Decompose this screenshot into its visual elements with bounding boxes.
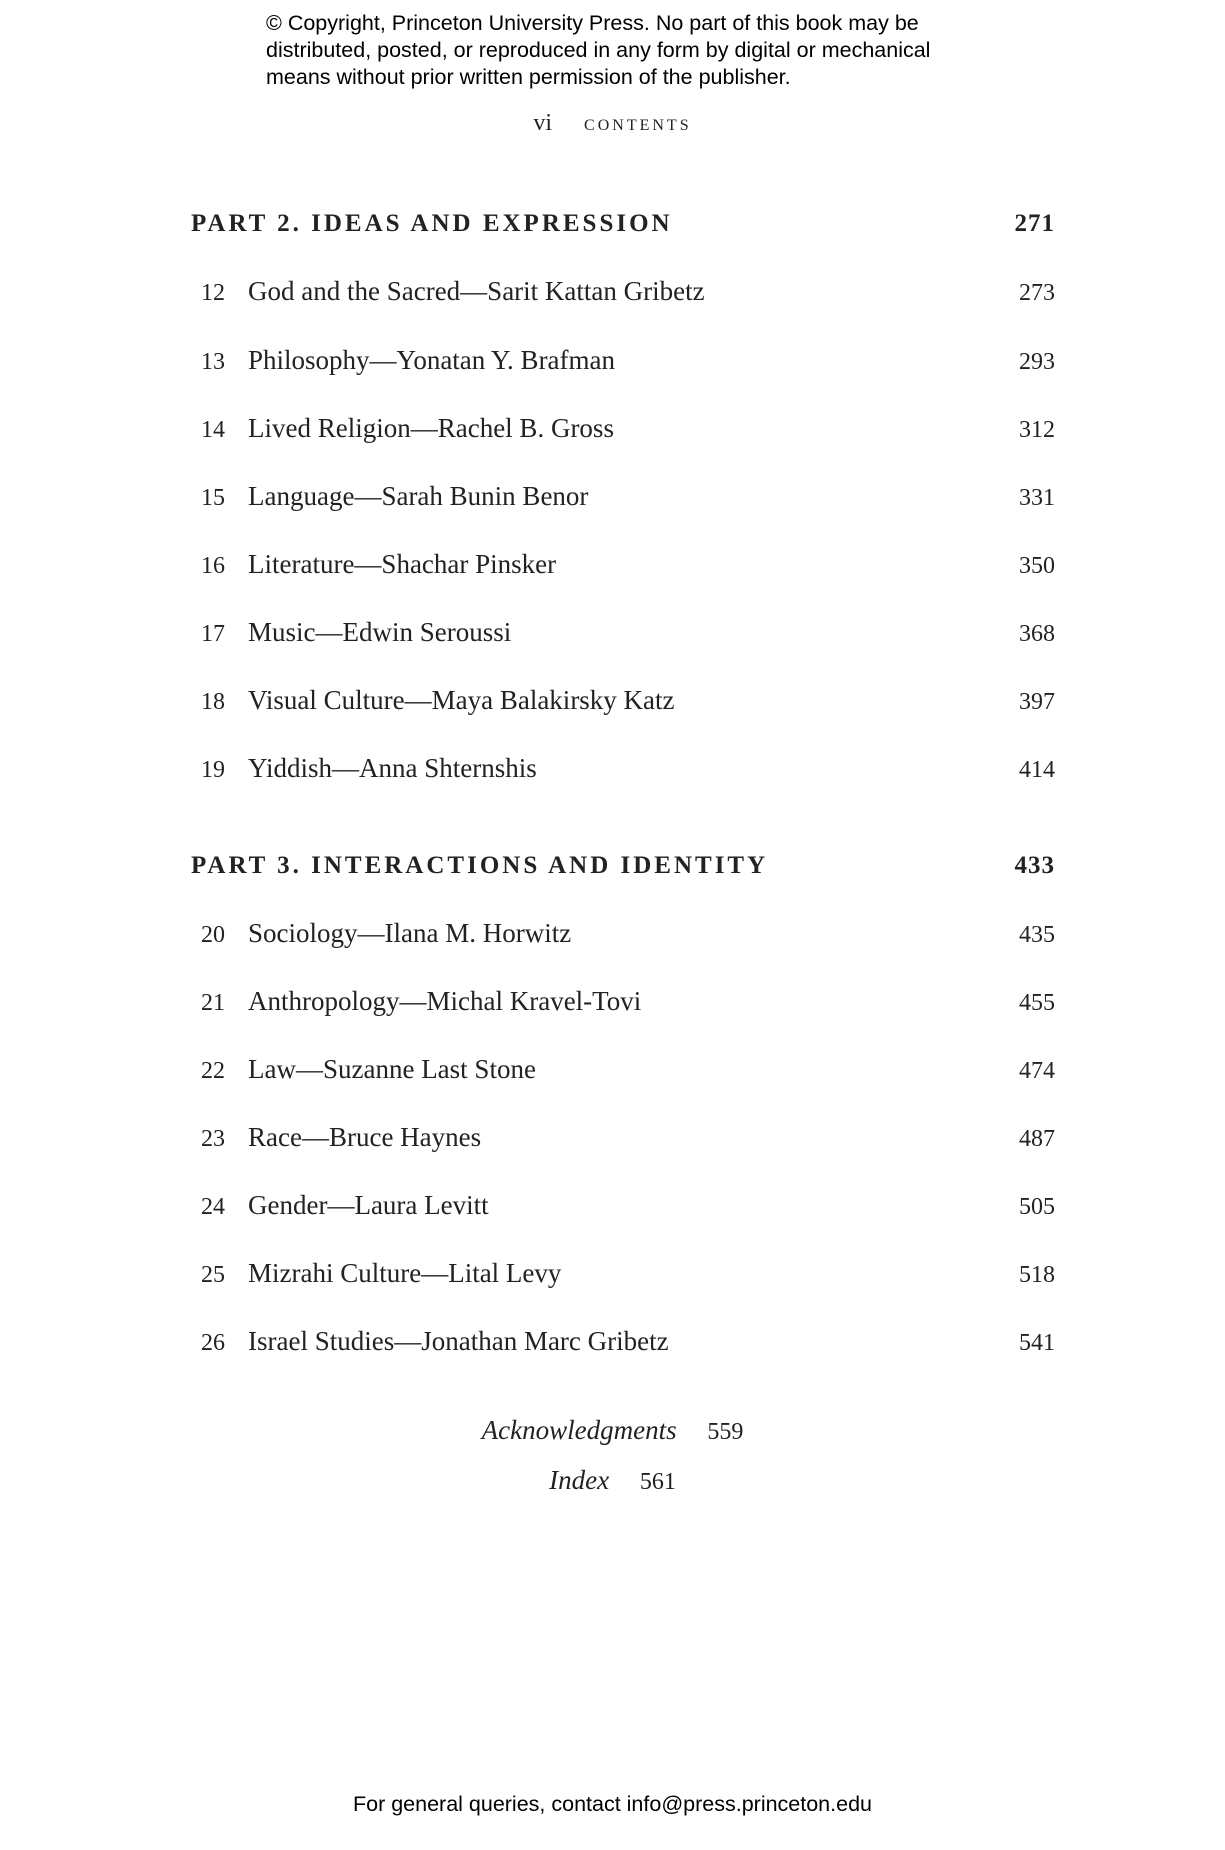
- running-head: [0, 110, 1225, 137]
- chapter-title: God and the Sacred—Sarit Kattan Gribetz: [248, 276, 705, 306]
- chapter-title: Music—Edwin Seroussi: [248, 617, 512, 647]
- chapter-page: 541: [1019, 1330, 1055, 1356]
- chapter-title: Language—Sarah Bunin Benor: [248, 481, 589, 511]
- chapter-number: 22: [201, 1058, 225, 1084]
- chapter-number: 12: [201, 280, 225, 306]
- chapter-number: 20: [201, 922, 225, 948]
- toc-entry: [191, 753, 1055, 793]
- chapter-number: 19: [201, 757, 225, 783]
- chapter-number: 21: [201, 990, 225, 1016]
- chapter-page: 414: [1019, 757, 1055, 783]
- chapter-number: 16: [201, 553, 225, 579]
- chapter-page: 331: [1019, 485, 1055, 511]
- footer-contact: For general queries, contact info@press.princeton.edu: [352, 1792, 872, 1816]
- chapter-number: 14: [201, 417, 225, 443]
- chapter-page: 350: [1019, 553, 1055, 579]
- chapter-page: 474: [1019, 1058, 1055, 1084]
- chapter-number: 26: [201, 1330, 225, 1356]
- part-heading: [191, 210, 1055, 238]
- part-page-number: 433: [1014, 852, 1055, 879]
- chapter-page: 312: [1019, 417, 1055, 443]
- toc-entry: [191, 986, 1055, 1026]
- toc-entry: [191, 918, 1055, 958]
- chapter-title: Gender—Laura Levitt: [248, 1190, 489, 1220]
- copyright-line: means without prior written permission of the publisher.: [266, 65, 791, 89]
- chapter-page: 518: [1019, 1262, 1055, 1288]
- chapter-title: Literature—Shachar Pinsker: [248, 549, 557, 579]
- running-head-title: contents: [584, 110, 692, 135]
- back-matter-page: 561: [639, 1469, 676, 1495]
- toc-entry: [191, 685, 1055, 725]
- part-page-number: 271: [1014, 210, 1055, 237]
- chapter-page: 273: [1019, 280, 1055, 306]
- toc-entry: [191, 1122, 1055, 1162]
- toc-entry: [191, 1326, 1055, 1366]
- toc-entry: [191, 549, 1055, 589]
- copyright-line: © Copyright, Princeton University Press. No part of this book may be: [266, 11, 919, 35]
- chapter-page: 487: [1019, 1126, 1055, 1152]
- part-heading: [191, 852, 1055, 880]
- toc-entry: [191, 481, 1055, 521]
- chapter-title: Lived Religion—Rachel B. Gross: [248, 413, 614, 443]
- chapter-number: 23: [201, 1126, 225, 1152]
- chapter-page: 397: [1019, 689, 1055, 715]
- toc-entry: [191, 345, 1055, 385]
- chapter-title: Anthropology—Michal Kravel-Tovi: [248, 986, 642, 1016]
- back-matter-page: 559: [707, 1419, 744, 1445]
- chapter-title: Sociology—Ilana M. Horwitz: [248, 918, 572, 948]
- chapter-page: 368: [1019, 621, 1055, 647]
- chapter-number: 24: [201, 1194, 225, 1220]
- chapter-page: 455: [1019, 990, 1055, 1016]
- copyright-notice: [266, 10, 1026, 91]
- back-matter-entry: [0, 1415, 1225, 1446]
- chapter-title: Yiddish—Anna Shternshis: [248, 753, 537, 783]
- toc-entry: [191, 1258, 1055, 1298]
- chapter-title: Visual Culture—Maya Balakirsky Katz: [248, 685, 675, 715]
- toc-entry: [191, 1190, 1055, 1230]
- back-matter-title: Index: [549, 1465, 610, 1495]
- chapter-title: Mizrahi Culture—Lital Levy: [248, 1258, 562, 1288]
- chapter-title: Israel Studies—Jonathan Marc Gribetz: [248, 1326, 669, 1356]
- chapter-page: 505: [1019, 1194, 1055, 1220]
- chapter-number: 25: [201, 1262, 225, 1288]
- copyright-line: distributed, posted, or reproduced in any form by digital or mechanical: [266, 38, 931, 62]
- chapter-title: Law—Suzanne Last Stone: [248, 1054, 536, 1084]
- back-matter-entry: [0, 1465, 1225, 1496]
- toc-entry: [191, 413, 1055, 453]
- chapter-title: Philosophy—Yonatan Y. Brafman: [248, 345, 616, 375]
- part-title: PART 3. INTERACTIONS AND IDENTITY: [191, 852, 769, 879]
- page-folio: vi: [533, 110, 553, 136]
- chapter-title: Race—Bruce Haynes: [248, 1122, 482, 1152]
- toc-entry: [191, 617, 1055, 657]
- chapter-number: 13: [201, 349, 225, 375]
- chapter-number: 18: [201, 689, 225, 715]
- part-title: PART 2. IDEAS AND EXPRESSION: [191, 210, 673, 237]
- toc-entry: [191, 276, 1055, 316]
- chapter-number: 17: [201, 621, 225, 647]
- chapter-number: 15: [201, 485, 225, 511]
- chapter-page: 435: [1019, 922, 1055, 948]
- toc-entry: [191, 1054, 1055, 1094]
- chapter-page: 293: [1019, 349, 1055, 375]
- back-matter-title: Acknowledgments: [481, 1415, 677, 1445]
